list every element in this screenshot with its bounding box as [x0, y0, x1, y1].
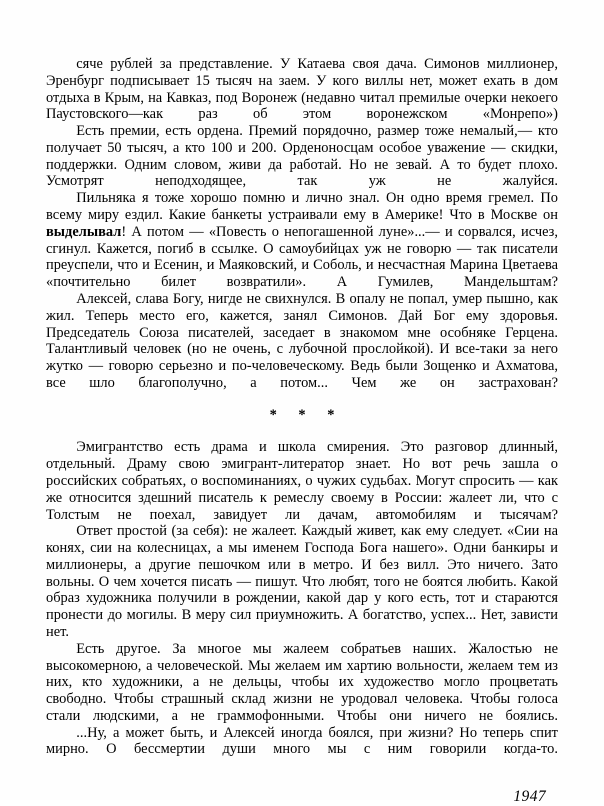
paragraph-6: Ответ простой (за себя): не жалеет. Каждый живет, как ему следует. «Сии на конях, сии на колесницах, а мы именем Господа Бога нашего». Одни банкиры и миллионеры, а другие пешочком или в метро. И без вилл. Это ничего. Зато вольны. О чем хочется писать — пишут. Что любят, того не боятся любить. Какой образ художника получили в рождении, какой дар у кого есть, тот и стараются пронести до могилы. В меру сил приумножить. А богатство, успех... Нет, зависти нет.	[46, 523, 558, 640]
paragraph-3	[46, 190, 558, 291]
asterism-separator: * * *	[269, 406, 344, 423]
paragraph-7: Есть другое. За многое мы жалеем собратьев наших. Жалостью не высокомерною, а человеческой. Мы желаем им хартию вольности, желаем тем из них, кто художники, а не дельцы, чтобы их художество могло процветать свободно. Чтобы страшный склад жизни не уродовал человека. Чтобы голоса стали людскими, а не граммофонными. Чтобы они ничего не боялись.	[46, 640, 558, 724]
paragraph-8: ...Ну, а может быть, и Алексей иногда боялся, при жизни? Но теперь спит мирно. О бессмертии души много мы с ним говорили когда-то.	[46, 724, 558, 758]
paragraph-2: Есть премии, есть ордена. Премий порядочно, размер тоже немалый,— кто получает 50 тысяч, а кто 100 и 200. Орденоносцам особое уважение — скидки, поддержки. Одним словом, живи да работай. Но не зевай. А то будет плохо. Усмотрят неподходящее, так уж не жалуйся.	[46, 123, 558, 190]
year-block	[46, 788, 558, 806]
emphasized-word-vydelyval: выделывал	[46, 223, 122, 240]
text-column	[46, 56, 558, 806]
paragraph-3-text-before-emphasis: Пильняка я тоже хорошо помню и лично знал. Он одно время гремел. По всему миру ездил. Какие банкеты устраивали ему в Америке! Что в Москве он	[46, 190, 558, 224]
separator-space-below	[46, 423, 558, 439]
paragraph-1: сяче рублей за представление. У Катаева своя дача. Симонов миллионер, Эренбург подписывает 15 тысяч на заем. У кого виллы нет, может ехать в дом отдыха в Крым, на Кавказ, под Воронеж (недавно читал премилые очерки некоего Паустовского—как раз об этом воронежском «Монрепо»)	[46, 56, 558, 123]
year-mark: 1947	[513, 788, 546, 806]
separator-space-above	[46, 392, 558, 407]
paragraph-4: Алексей, слава Богу, нигде не свихнулся. В опалу не попал, умер пышно, как жил. Теперь место его, кажется, занял Симонов. Дай Бог ему здоровья. Председатель Союза писателей, заседает в знакомом мне особняке Герцена. Талантливый человек (но не очень, с лубочной прослойкой). И все-таки за него жутко — говорю серьезно и по-человеческому. Ведь были Зощенко и Ахматова, все шло благополучно, а потом... Чем же он застрахован?	[46, 290, 558, 391]
paragraph-5: Эмигрантство есть драма и школа смирения. Это разговор длинный, отдельный. Драму свою эмигрант-литератор знает. Но вот речь зашла о российских собратьях, о воспоминаниях, о чужих судьбах. Могут спросить — как же относится здешний писатель к ремеслу своему в России: жалеет ли, что с Толстым не поехал, завидует ли дачам, автомобилям и тысячам?	[46, 439, 558, 523]
paragraph-3-text-after-emphasis: ! А потом — «Повесть о непогашенной луне»...— и сорвался, исчез, сгинул. Кажется, погиб в ссылке. О самоубийцах уж не говорю — так писатели преуспели, что и Есенин, и Маяковский, и Соболь, и несчастная Марина Цветаева «почтительно билет возвратили». А Гумилев, Мандельштам?	[46, 223, 558, 291]
